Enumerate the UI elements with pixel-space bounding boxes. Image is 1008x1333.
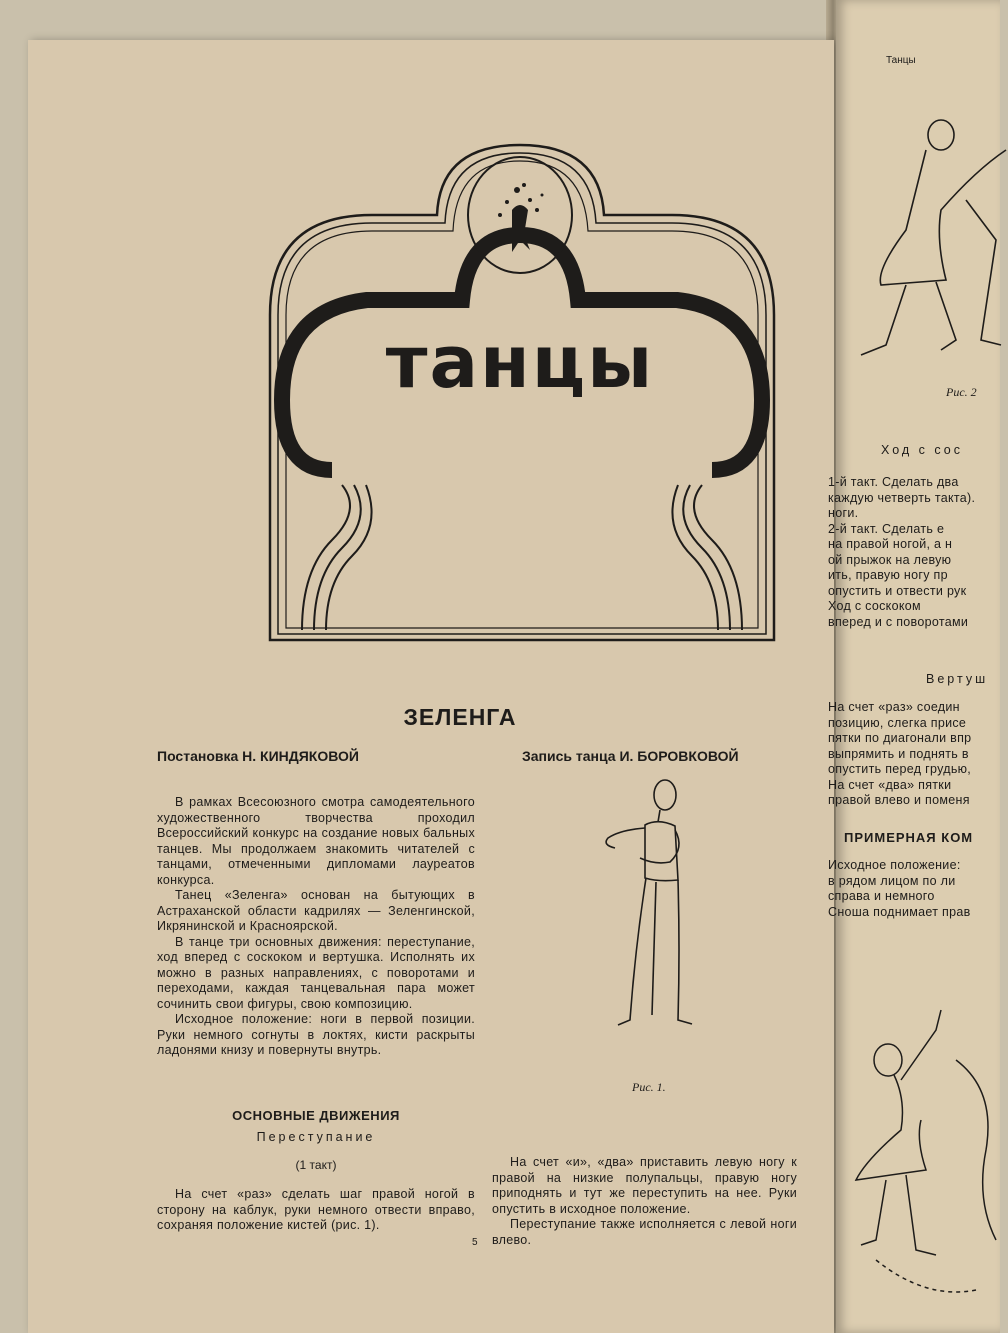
section-heading: ОСНОВНЫЕ ДВИЖЕНИЯ <box>232 1108 400 1123</box>
intro-paragraph: Танец «Зеленга» основан на бытующих в Астраханской области кадрилях — Зеленгинской, Икрянинской и Красноярской. <box>157 888 475 933</box>
left-bottom-paragraph: На счет «раз» сделать шаг правой ногой в сторону на каблук, руки немного отвести вправо, сохраняя положение кистей (рис. 1). <box>157 1187 475 1232</box>
facing-line: каждую четверть такта). <box>828 490 976 505</box>
facing-line: Сноша поднимает прав <box>828 904 971 919</box>
facing-line: позицию, слегка присе <box>828 715 967 730</box>
facing-line: На счет «раз» соедин <box>828 700 960 714</box>
right-bottom-column <box>492 1155 797 1248</box>
facing-line: вперед и с поворотами <box>828 614 969 629</box>
facing-text-3 <box>828 858 1008 920</box>
facing-text-2 <box>828 700 1008 809</box>
figure-caption: Рис. 1. <box>632 1080 666 1094</box>
facing-heading-3: ПРИМЕРНАЯ КОМ <box>844 830 974 845</box>
couple-dance-illustration <box>846 1020 1006 1320</box>
right-bottom-paragraph: Переступание также исполняется с левой ноги влево. <box>492 1217 797 1247</box>
subheading-perestupanie: Переступание <box>256 1130 376 1144</box>
intro-paragraph: В танце три основных движения: переступание, ход вперед с соскоком и вертушка. Исполнять их можно в разных направлениях, с поворотами и переходами, каждая танцевальная пара может сочинить свои фигуры, свою композицию. <box>157 934 475 1011</box>
couple-dance-illustration <box>846 100 1006 370</box>
credit-choreographer: Постановка Н. КИНДЯКОВОЙ <box>157 748 359 764</box>
facing-line: в рядом лицом по ли <box>828 873 956 888</box>
facing-line: на правой ногой, а н <box>828 537 953 551</box>
section-title: танцы <box>385 320 655 404</box>
facing-page <box>828 0 1000 1333</box>
facing-line: На счет «два» пятки <box>828 777 952 792</box>
intro-paragraph: Исходное положение: ноги в первой позиции. Руки немного согнуты в локтях, кисти раскрыты ладонями книзу и повернуты внутрь. <box>157 1012 475 1057</box>
page-mark: 5 <box>472 1237 478 1248</box>
facing-line: опустить и отвести рук <box>828 583 967 598</box>
left-bottom-column <box>157 1187 475 1234</box>
facing-text-1 <box>828 475 1008 630</box>
facing-line: 2-й такт. Сделать е <box>828 521 945 536</box>
credit-recorder: Запись танца И. БОРОВКОВОЙ <box>522 748 739 764</box>
running-head: Танцы <box>886 55 916 66</box>
intro-paragraph: В рамках Всесоюзного смотра самодеятельного художественного творчества проходил Всероссийский конкурс на создание новых бальных танцев. Мы продолжаем знакомить читателей с танцами, отмеченными дипломами лауреатов конкурса. <box>157 795 475 887</box>
facing-line: правой влево и поменя <box>828 793 970 807</box>
facing-line: Исходное положение: <box>828 858 961 872</box>
bar-label: (1 такт) <box>295 1158 337 1172</box>
article-title: ЗЕЛЕНГА <box>403 704 517 730</box>
facing-heading-2: Вертуш <box>926 672 989 686</box>
facing-heading-1: Ход с сос <box>881 443 963 457</box>
facing-line: справа и немного <box>828 889 935 903</box>
right-bottom-paragraph: На счет «и», «два» приставить левую ногу к правой на низкие полупальцы, правую ногу приподнять и тут же переступить на нее. Руки опустить в исходное положение. <box>492 1155 797 1216</box>
dancer-figure-illustration <box>590 770 710 1040</box>
facing-line: ить, правую ногу пр <box>828 568 948 582</box>
facing-line: опустить перед грудью, <box>828 762 972 776</box>
facing-line: ноги. <box>828 506 859 520</box>
facing-line: Ход с соскоком <box>828 599 921 613</box>
facing-line: выпрямить и поднять в <box>828 746 969 761</box>
facing-fig-caption: Рис. 2 <box>946 385 977 399</box>
intro-column <box>157 795 475 1059</box>
facing-line: пятки по диагонали впр <box>828 731 972 745</box>
facing-line: 1-й такт. Сделать два <box>828 475 959 489</box>
facing-line: ой прыжок на левую <box>828 552 952 567</box>
